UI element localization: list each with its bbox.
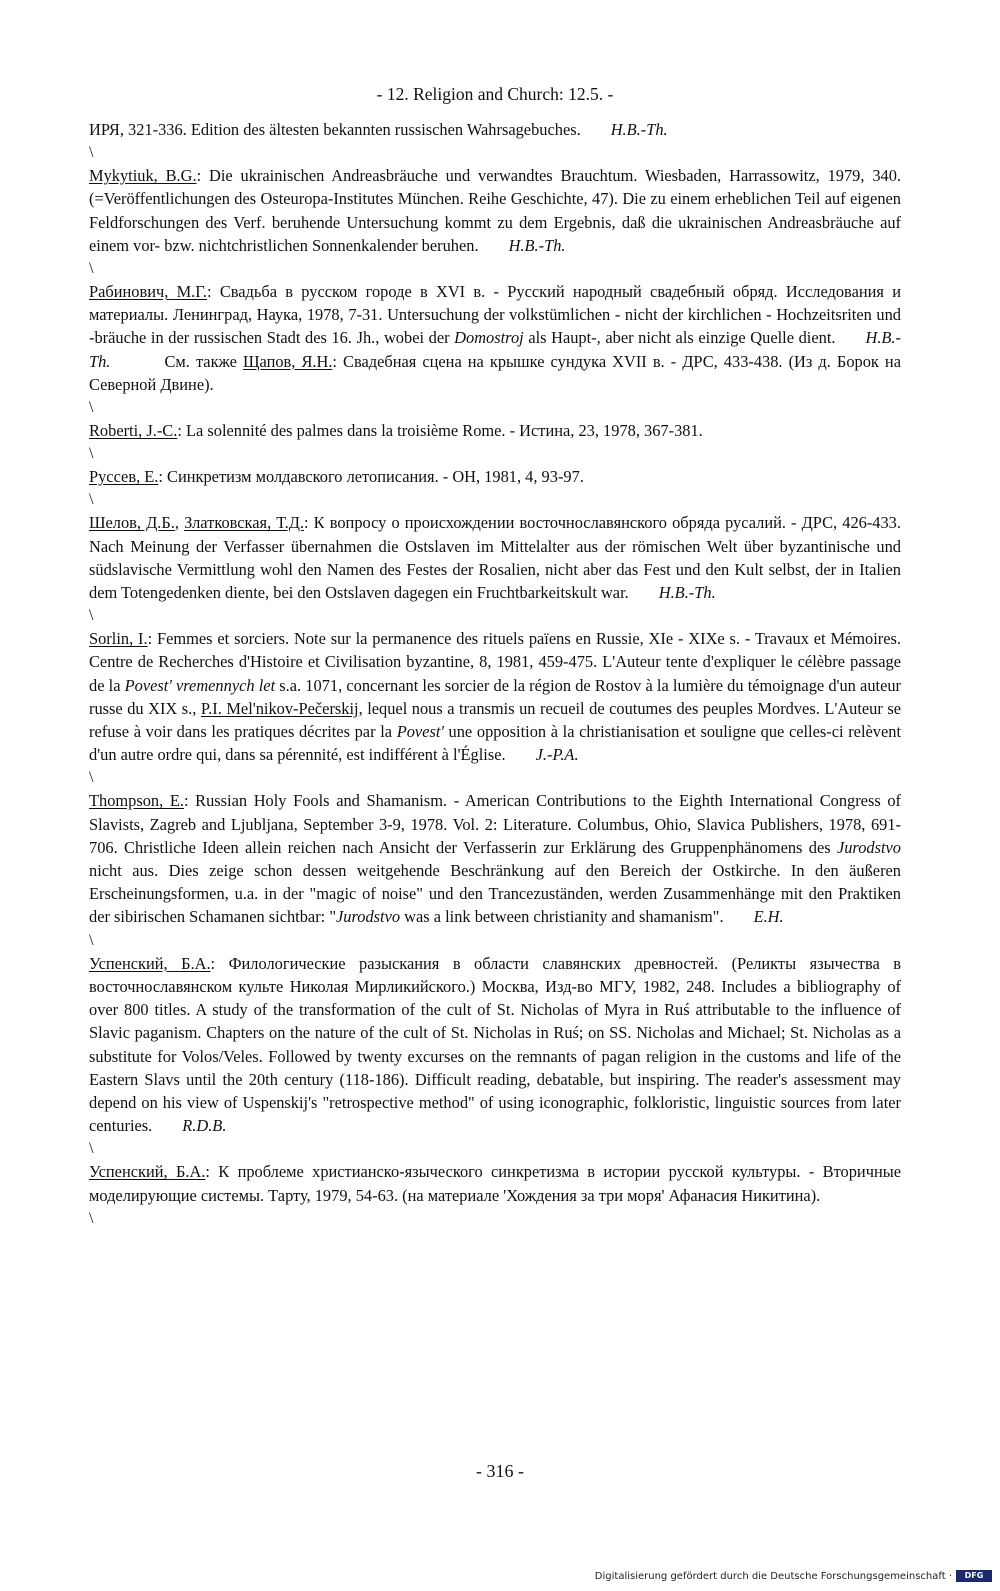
reviewer-initials: E.H. [753, 907, 784, 927]
entry-text: : К проблеме христианско-языческого синкретизма в истории русской культуры. - Вторичные моделирующие системы. Тарту, 1979, 54-63. (на материале 'Хождения за три моря' Афанасия Никитина). [89, 1162, 901, 1205]
author-name: Thompson, E. [89, 791, 184, 811]
entry-separator: \ [89, 931, 94, 949]
entry-text: : Russian Holy Fools and Shamanism. - American Contributions to the Eighth International Congress of Slavists, Zagreb and Ljubljana, September 3-9, 1978. Vol. 2: Literature. Columbus, Ohio, Slavica Publishers, 1978, 691-706. Christliche Ideen allein reichen nach Ansicht der Verfasserin zur Erklärung des Gruppenphänomens des [89, 791, 902, 857]
italic-title: Jurodstvo [336, 907, 401, 927]
entry-text: , lequel nous a transmis un recueil de coutumes des peuples Mordves. L'Auteur se refuse à voir dans les pratiques décrites par la [89, 698, 901, 742]
page-number: - 316 - [476, 1461, 524, 1481]
bibliography-entry [89, 952, 901, 1138]
bibliography-entry [89, 789, 901, 928]
entry-text: : La solennité des palmes dans la troisième Rome. - Истина, 23, 1978, 367-381. [177, 421, 703, 441]
entry-text: : Femmes et sorciers. Note sur la permanence des rituels païens en Russie, XIe - XIXe s. - Travaux et Mémoires. Centre de Recherches d'Histoire et Civilisation byzantine, 8, 1981, 459-475. L'Auteur tente d'expliquer le célèbre passage de la [89, 629, 901, 695]
reviewer-initials: H.B.-Th. [508, 235, 566, 255]
author-name: Златковская, Т.Д. [184, 513, 305, 533]
page-content [89, 80, 901, 1230]
digitization-footer [595, 1570, 992, 1582]
entry-separator: \ [89, 144, 94, 162]
entry-text: nicht aus. Dies zeige schon dessen weitgehende Beschränkung auf den Bereich der Ostkirche. In den äußeren Erscheinungsformen, u.a. in der "magic of noise" und den Trancezuständen, werden Zusammenhänge mit den Praktiken der sibirischen Schamanen sichtbar: " [89, 861, 901, 927]
bibliography-entry: Шелов, Д.Б., Златковская, Т.Д.: К вопросу о происхождении восточнославянского обряда русалий. - ДРС, 426-433. Nach Meinung der Verfasser übernahmen die Ostslaven im Mittelalter aus der römischen Welt über byzantinische und südslavische Vermittlung wohl den Namen des Festes der Rosalien, nicht aber das Fest und den Kult selbst, der in Italien dem Totengedenken diente, bei den Ostslaven dagegen ein Fruchtbarkeitskult war. H.B.-Th. [89, 513, 901, 603]
italic-title: Povest' vremennych let [124, 675, 276, 695]
reviewer-initials: H.B.-Th. [610, 120, 668, 139]
entry-text: : Die ukrainischen Andreasbräuche und verwandtes Brauchtum. Wiesbaden, Harrassowitz, 1979, 340. (=Veröffentlichungen des Osteuropa-Institutes München. Reihe Geschichte, 47). Die zu einem erheblichen Teil auf eigenen Feldforschungen des Verf. beruhende Untersuchung kommt zu dem Ergebnis, daß die ukrainischen Andreasbräuche auf einem vor- bzw. nichtchristlichen Sonnenkalender beruhen. [89, 166, 902, 255]
entry-text: : Свадьба в русском городе в XVI в. - Русский народный свадебный обряд. Исследования и материалы. Ленинград, Наука, 1978, 7-31. Untersuchung der volkstümlichen - nicht der kirchlichen - Hochzeitsriten und -bräuche in der russischen Stadt des 16. Jh., wobei der [89, 282, 901, 348]
bibliography-entry [89, 118, 901, 141]
bibliography-entry [89, 419, 901, 442]
entry-text: : Синкретизм молдавского летописания. - ОН, 1981, 4, 93-97. [158, 467, 584, 487]
entry-separator: \ [89, 1140, 94, 1158]
reviewer-initials: R.D.B. [182, 1116, 227, 1136]
see-also-label: См. также [164, 351, 237, 371]
reviewer-initials: J.-P.A. [535, 745, 579, 765]
author-name: Успенский, Б.А. [89, 953, 211, 973]
author-name: Успенский, Б.А. [89, 1162, 206, 1182]
bibliography-entry [89, 465, 901, 488]
entry-text: ИРЯ, 321-336. Edition des ältesten bekannten russischen Wahrsagebuches. [89, 120, 581, 139]
author-name: Шелов, Д.Б. [89, 513, 175, 533]
author-name: Sorlin, I. [89, 629, 148, 649]
entry-text: als Haupt-, aber nicht als einzige Quelle dient. [523, 328, 836, 348]
footer-text: Digitalisierung gefördert durch die Deutsche Forschungsgemeinschaft · [594, 1570, 952, 1582]
entry-separator: \ [89, 445, 94, 463]
bibliography-entry [89, 164, 901, 257]
italic-title: Domostroj [454, 328, 524, 348]
entry-text: une opposition à la christianisation et souligne que celles-ci relèvent d'un autre ordre qui, dans sa pérennité, est indifférent à l'Église. [89, 722, 901, 765]
entry-separator: \ [89, 260, 94, 278]
author-name: Roberti, J.-C. [89, 421, 178, 441]
entry-separator: \ [89, 769, 94, 787]
italic-title: Povest' [396, 722, 444, 742]
entry-text: s.a. 1071, concernant les sorcier de la région de Rostov à la lumière du témoignage d'un auteur russe du XIX s., [89, 675, 901, 718]
italic-title: Jurodstvo [836, 837, 901, 857]
entry-separator: \ [89, 607, 94, 625]
reviewer-initials: H.B.-Th. [89, 328, 901, 371]
bibliography-entry [89, 627, 901, 766]
reviewer-initials: H.B.-Th. [658, 583, 716, 603]
bibliography-entry [89, 1160, 901, 1206]
entry-text: : К вопросу о происхождении восточнославянского обряда русалий. - ДРС, 426-433. Nach Meinung der Verfasser übernahmen die Ostslaven im Mittelalter aus der römischen Welt über byzantinische und südslavische Vermittlung wohl den Namen des Festes der Rosalien, nicht aber das Fest und den Kult selbst, der in Italien dem Totengedenken diente, bei den Ostslaven dagegen ein Fruchtbarkeitskult war. [89, 513, 901, 603]
author-name: Щапов, Я.Н. [243, 351, 333, 371]
dfg-logo: DFG [956, 1570, 992, 1582]
author-name: Рабинович, М.Г. [89, 282, 207, 302]
bibliography-entry [89, 280, 901, 396]
author-name: P.I. Mel'nikov-Pečerskij [200, 698, 359, 718]
entry-text: : Филологические разыскания в области славянских древностей. (Реликты язычества в восточнославянском культе Николая Мирликийского.) Москва, Изд-во МГУ, 1982, 248. Includes a bibliography of over 800 titles. A study of the transformation of the cult of St. Nicholas of Myra in Ruś attributable to the influence of Slavic paganism. Chapters on the nature of the cult of St. Nicholas in Ruś; on SS. Nicholas and Michael; St. Nicholas as a substitute for Volos/Veles. Followed by twenty excurses on the remnants of pagan religion in the customs and life of the Eastern Slavs until the 20th century (118-186). Difficult reading, debatable, but inspiring. The reader's assessment may depend on his view of Uspenskij's "retrospective method" of using iconographic, folkloristic, linguistic sources from later centuries. [89, 953, 901, 1136]
entry-separator: \ [89, 1209, 94, 1227]
author-name: Mykytiuk, B.G. [89, 166, 197, 186]
entry-separator: \ [89, 399, 94, 417]
entry-separator: \ [89, 491, 94, 509]
author-name: Руссев, Е. [89, 467, 159, 487]
entry-text: : Свадебная сцена на крышке сундука XVII в. - ДРС, 433-438. (Из д. Борок на Северной Двине). [89, 351, 901, 394]
entry-text: was a link between christianity and shamanism". [400, 907, 724, 927]
running-header: - 12. Religion and Church: 12.5. - [376, 84, 614, 104]
